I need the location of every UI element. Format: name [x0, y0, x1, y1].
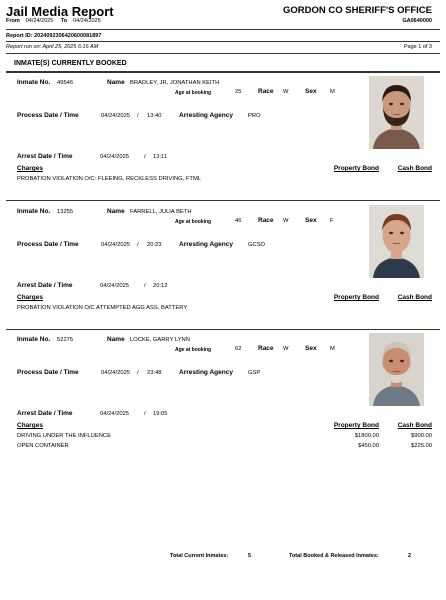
arrest-sep: / — [144, 283, 146, 289]
race-label: Race — [258, 88, 274, 95]
arrest-label: Arrest Date / Time — [17, 410, 73, 417]
to-date: 04/24/2025 — [73, 18, 101, 24]
age-label: Age at booking — [175, 90, 212, 96]
arrest-sep: / — [144, 411, 146, 417]
charge-description: OPEN CONTAINER — [17, 443, 69, 449]
charge-property-bond: $450.00 — [358, 443, 379, 449]
inmate-no-value: 49546 — [57, 80, 74, 86]
sex-label: Sex — [305, 88, 317, 95]
cash-bond-label: Cash Bond — [397, 165, 432, 172]
process-sep: / — [137, 242, 139, 248]
sex-value: F — [330, 218, 334, 224]
charge-cash-bond: $225.00 — [411, 443, 432, 449]
date-range — [6, 18, 101, 24]
arrest-date: 04/24/2025 — [100, 154, 130, 160]
cash-bond-label: Cash Bond — [397, 294, 432, 301]
agency-value: GSP — [248, 370, 261, 376]
race-value: W — [283, 218, 289, 224]
sex-label: Sex — [305, 345, 317, 352]
charges-label: Charges — [17, 422, 44, 429]
sex-label: Sex — [305, 217, 317, 224]
inmate-no-label: Inmate No. — [17, 208, 51, 215]
name-value: LOCKE, GARRY LYNN — [130, 337, 190, 343]
charge-description: PROBATION VIOLATION O/C: FLEEING, RECKLESS DRIVING, FTML — [17, 176, 202, 182]
report-run-on: Report run on: April 25, 2025 6:16 AM — [6, 44, 99, 50]
mugshot-photo — [369, 76, 424, 149]
arrest-label: Arrest Date / Time — [17, 282, 73, 289]
report-title: Jail Media Report — [6, 4, 114, 19]
agency-label: Arresting Agency — [179, 369, 233, 376]
race-label: Race — [258, 345, 274, 352]
age-label: Age at booking — [175, 347, 212, 353]
race-value: W — [283, 89, 289, 95]
arrest-sep: / — [144, 154, 146, 160]
report-id-divider — [6, 41, 440, 42]
process-time: 23:48 — [147, 370, 162, 376]
arrest-date: 04/24/2025 — [100, 411, 130, 417]
total-booked-label: Total Booked & Released Inmates: — [289, 553, 379, 559]
property-bond-label: Property Bond — [333, 422, 379, 429]
from-date: 04/24/2025 — [25, 18, 54, 24]
inmate-no-label: Inmate No. — [17, 79, 51, 86]
agency-value: GCSO — [248, 242, 266, 248]
name-label: Name — [107, 79, 125, 86]
agency-value: PRO — [248, 113, 261, 119]
property-bond-label: Property Bond — [333, 294, 379, 301]
charge-description: PROBATION VIOLATION O/C ATTEMPTED AGG ASS, BATTERY — [17, 305, 188, 311]
process-sep: / — [137, 113, 139, 119]
arrest-time: 13:11 — [153, 154, 168, 160]
agency-name: GORDON CO SHERIFF'S OFFICE — [283, 5, 432, 16]
charges-label: Charges — [17, 294, 44, 301]
arrest-date: 04/24/2025 — [100, 283, 130, 289]
process-date: 04/24/2025 — [101, 242, 131, 248]
total-current-value: 5 — [248, 553, 252, 559]
name-label: Name — [107, 208, 125, 215]
from-label: From — [6, 18, 20, 24]
arrest-label: Arrest Date / Time — [17, 153, 73, 160]
section-divider — [6, 71, 440, 73]
age-value: 62 — [235, 346, 242, 352]
process-sep: / — [137, 370, 139, 376]
sex-value: M — [330, 89, 335, 95]
report-id: Report ID: 2024092306420600081897 — [6, 33, 102, 39]
inmate-no-value: 52275 — [57, 337, 74, 343]
inmate-no-value: 13255 — [57, 209, 74, 215]
mugshot-photo — [369, 205, 424, 278]
property-bond-label: Property Bond — [333, 165, 379, 172]
process-date: 04/24/2025 — [101, 370, 131, 376]
race-value: W — [283, 346, 289, 352]
run-on-divider — [6, 53, 440, 54]
total-current-label: Total Current Inmates: — [170, 553, 229, 559]
process-date: 04/24/2025 — [101, 113, 131, 119]
sex-value: M — [330, 346, 335, 352]
process-time: 20:23 — [147, 242, 162, 248]
charge-property-bond: $1800.00 — [354, 433, 379, 439]
name-value: BRADLEY, JR, JONATHAN KEITH — [130, 80, 220, 86]
race-label: Race — [258, 217, 274, 224]
arrest-time: 19:05 — [153, 411, 168, 417]
mugshot-photo — [369, 333, 424, 406]
inmate-divider — [6, 200, 440, 201]
age-value: 25 — [235, 89, 242, 95]
section-title: INMATE(S) CURRENTLY BOOKED — [14, 60, 127, 67]
agency-code: GA0640000 — [402, 18, 432, 24]
process-time: 13:40 — [147, 113, 162, 119]
inmate-divider — [6, 329, 440, 330]
to-label: To — [60, 18, 68, 24]
charge-cash-bond: $900.00 — [411, 433, 432, 439]
age-value: 46 — [235, 218, 242, 224]
total-booked-value: 2 — [408, 553, 412, 559]
process-label: Process Date / Time — [17, 112, 79, 119]
charges-label: Charges — [17, 165, 44, 172]
process-label: Process Date / Time — [17, 241, 79, 248]
page-number: Page 1 of 3 — [403, 44, 432, 50]
inmate-no-label: Inmate No. — [17, 336, 51, 343]
agency-label: Arresting Agency — [179, 241, 233, 248]
cash-bond-label: Cash Bond — [397, 422, 432, 429]
agency-label: Arresting Agency — [179, 112, 233, 119]
age-label: Age at booking — [175, 219, 212, 225]
charge-description: DRIVING UNDER THE INFLUENCE — [17, 433, 111, 439]
name-label: Name — [107, 336, 125, 343]
name-value: FARRELL, JULIA BETH — [130, 209, 192, 215]
arrest-time: 20:12 — [153, 283, 168, 289]
process-label: Process Date / Time — [17, 369, 79, 376]
header-divider — [6, 29, 440, 30]
